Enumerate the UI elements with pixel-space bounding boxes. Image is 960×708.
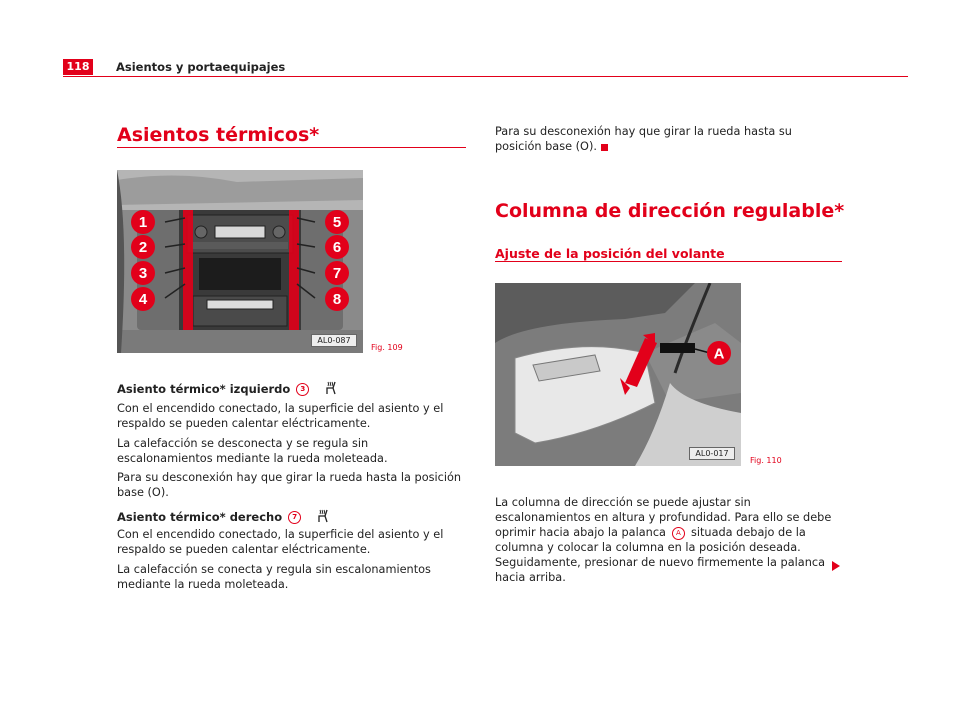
right-seat-p2: La calefacción se conecta y regula sin escalonamientos mediante la rueda moleteada. [117,563,431,591]
right-intro-text: Para su desconexión hay que girar la rueda hasta su posición base (O). [495,125,792,153]
callout-2: 2 [138,239,148,256]
center-console-illustration [117,170,363,353]
right-intro-paragraph [495,124,840,154]
section-title-steering-column: Columna de dirección regulable* [495,200,845,222]
left-seat-heading-text: Asiento térmico* izquierdo [117,382,291,396]
subsection-rule [495,261,842,262]
section-title-rule [117,147,466,148]
left-seat-p1: Con el encendido conectado, la superficie del asiento y el respaldo se pueden calentar eléctricamente. [117,402,444,430]
steering-paragraph-part1: La columna de dirección se puede ajustar sin escalonamientos en altura y profundidad. Para ello se debe oprimir hacia abajo la palanca [495,496,832,539]
figure-109-label: Fig. 109 [371,343,403,352]
figure-code: AL0-017 [689,447,735,460]
ref-badge-7: 7 [288,511,301,524]
left-seat-p3: Para su desconexión hay que girar la rueda hasta la posición base (O). [117,471,462,499]
callout-6: 6 [332,239,342,256]
callout-1: 1 [138,214,148,231]
left-seat-heading [117,380,466,399]
callout-8: 8 [332,291,342,308]
steering-lever-illustration [495,283,741,466]
ref-badge-A: A [672,527,685,540]
section-end-marker [601,144,608,151]
running-header-title: Asientos y portaequipajes [116,60,286,74]
heated-seat-icon [323,380,339,399]
figure-code: AL0-087 [311,334,357,347]
right-seat-p1: Con el encendido conectado, la superficie del asiento y el respaldo se pueden calentar eléctricamente. [117,528,444,556]
subsection-title-wheel-position: Ajuste de la posición del volante [495,246,725,261]
figure-110-label: Fig. 110 [750,456,782,465]
left-seat-p2: La calefacción se desconecta y se regula sin escalonamientos mediante la rueda moleteada. [117,437,388,465]
ref-badge-3: 3 [296,383,309,396]
right-seat-heading [117,508,466,527]
callout-4: 4 [138,291,148,308]
header-rule [63,76,908,77]
page-number: 118 [63,59,93,75]
figure-110-steering-lever [495,283,741,466]
steering-paragraph-part2: situada debajo de la columna y colocar la columna en la posición deseada. Seguidamente, presionar de nuevo firmemente la palanca hacia arriba. [495,526,826,584]
steering-column-paragraph [495,495,841,585]
right-seat-heading-text: Asiento térmico* derecho [117,510,283,524]
figure-109-center-console [117,170,363,353]
callout-7: 7 [332,265,342,282]
continue-arrow-icon [832,561,840,571]
callout-A: A [713,345,725,363]
callout-5: 5 [332,214,342,231]
section-title-heated-seats: Asientos térmicos* [117,124,320,146]
heated-seat-icon [315,508,331,527]
callout-3: 3 [138,265,148,282]
